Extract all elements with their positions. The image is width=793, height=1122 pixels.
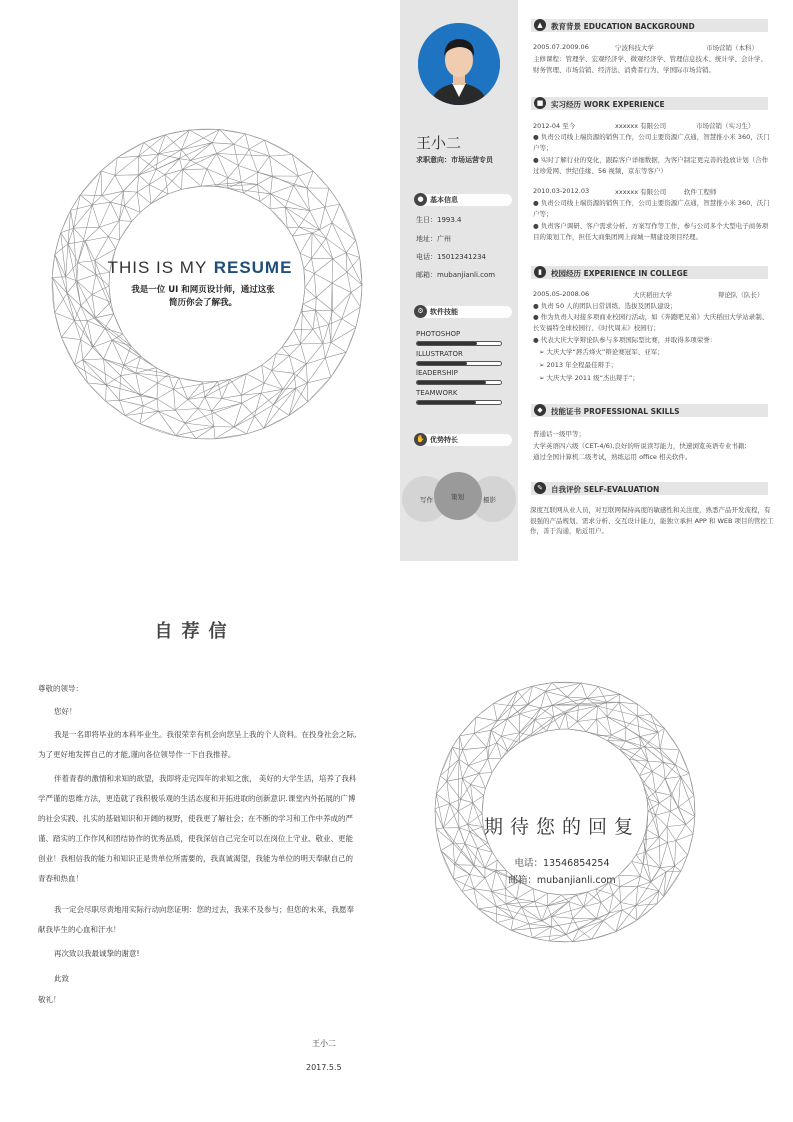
email-info: 邮箱：mubanjianli.com <box>416 271 496 279</box>
graduation-cap-icon: ▲ <box>534 19 546 31</box>
letter-signature-name: 王小二 <box>312 1039 336 1048</box>
college-bullet2: ● 作为负责人对接多项商业校园行活动，如《奔跑吧兄弟》大庆稻田大学站录制、长安福特全球校园行、《时代周末》校园行； <box>533 313 769 332</box>
letter-title: 自荐信 <box>154 621 236 642</box>
strength-planning: 策划 <box>451 493 464 501</box>
skill-bar-teamwork <box>416 400 502 405</box>
education-date: 2005.07.2009.06 <box>533 43 589 51</box>
education-heading <box>531 19 768 32</box>
letter-paragraph-2: 伴着青春的激情和求知的欲望，我即将走完四年的求知之旅， 美好的大学生活，培养了我科学严谨的思维方法，更造就了我积极乐观的生活态度和开拓进取的创新意识.课堂内外拓展的广博的社会实践、扎实的基础知识和开阔的视野，使我更了解社会；在不断的学习和工作中养成的严谨、踏实的工作作风和团结协作的优秀品质，使我深信自己完全可以在岗位上守业、敬业、更能创业！我相信我的能力和知识正是贵单位所需要的，我真诚渴望，我能为单位的明天奉献自己的青春和热血！ <box>38 774 357 883</box>
back-cover-phone: 电话：13546854254 <box>514 858 610 869</box>
portrait-icon <box>418 23 500 105</box>
briefcase-icon: ■ <box>534 97 546 109</box>
cover-subtitle-line2: 简历你会了解我。 <box>168 298 237 308</box>
self-eval-heading-label: 自我评价 SELF-EVALUATION <box>551 485 660 494</box>
college-org: 大庆稻田大学 <box>633 291 672 299</box>
college-sub2: ➢ 2013 年全程最佳辩手； <box>539 361 618 369</box>
skill-label-leadership: lEADERSHIP <box>416 369 458 377</box>
address-info: 地址：广州 <box>416 235 451 243</box>
cover-title: THIS IS MY RESUME <box>107 258 293 277</box>
skill-label-photoshop: PHOTOSHOP <box>416 330 461 338</box>
gear-icon: ⚙ <box>414 305 427 318</box>
work-heading-label: 实习经历 WORK EXPERIENCE <box>551 100 665 109</box>
skill-bar-photoshop <box>416 341 502 346</box>
job1-company: xxxxxx 有限公司 <box>615 122 667 130</box>
letter-signature-date: 2017.5.5 <box>306 1063 342 1072</box>
letter-paragraph-4: 再次致以我最诚挚的谢意! <box>54 949 140 958</box>
skills-cert-heading <box>531 404 768 417</box>
back-cover-email: 邮箱：mubanjianli.com <box>508 875 616 886</box>
college-role: 辩论队（队长） <box>718 291 764 299</box>
basic-info-label: 基本信息 <box>430 196 458 204</box>
self-eval-text: 深度互联网从业人员，对互联网保持高度的敏感性和关注度，熟悉产品开发流程，有很强的产品规划、需求分析、交互设计能力，能独立承担 APP 和 WEB 项目的管控工作，善于沟通，贴近用户。 <box>530 506 774 535</box>
college-heading-label: 校园经历 EXPERIENCE IN COLLEGE <box>551 269 688 278</box>
strength-writing: 写作 <box>420 496 433 504</box>
skill-bar-illustrator <box>416 361 502 366</box>
handshake-icon: ✋ <box>414 433 427 446</box>
job1-date: 2012-04 至今 <box>533 122 576 130</box>
certificate-icon: ◆ <box>534 404 546 416</box>
letter-paragraph-1: 我是一名即将毕业的本科毕业生。我很荣幸有机会向您呈上我的个人资料。在投身社会之际,为了更好地发挥自己的才能,谨向各位领导作一下自我推荐。 <box>38 730 357 759</box>
letter-closing-1: 此致 <box>54 974 69 983</box>
job-intent: 求职意向：市场运营专员 <box>416 156 493 164</box>
skills-cert-heading-label: 技能证书 PROFESSIONAL SKILLS <box>551 407 680 416</box>
job2-company: xxxxxx 有限公司 <box>615 188 667 196</box>
person-icon: ● <box>414 193 427 206</box>
self-eval-heading <box>531 482 768 495</box>
cover-subtitle-line1: 我是一位 UI 和网页设计师，通过这张 <box>131 285 275 295</box>
college-sub1: ➢ 大庆大学“唇舌烽火”辩论赛冠军、亚军； <box>539 348 664 356</box>
strengths-heading <box>414 434 512 446</box>
job1-title: 市场营销（实习生） <box>696 122 755 130</box>
college-bullet1: ● 负责 50 人的团队日常训练，选拔及团队建设； <box>533 302 677 310</box>
pencil-icon: ✎ <box>534 482 546 494</box>
skill-bar-leadership <box>416 380 502 385</box>
job2-date: 2010.03-2012.03 <box>533 187 590 195</box>
job2-title: 软件工程师 <box>684 188 717 196</box>
education-major: 市场营销（本科） <box>706 44 758 52</box>
college-sub3: ➢ 大庆大学 2011 级“杰出辩手”； <box>539 374 639 382</box>
college-date: 2005.05-2008.06 <box>533 290 590 298</box>
letter-closing-2: 敬礼！ <box>38 995 61 1004</box>
education-school: 宁波科技大学 <box>615 44 654 52</box>
cert-line1: 普通话一级甲等； <box>533 430 585 438</box>
education-courses: 主修课程：管理学、宏观经济学、微观经济学、管理信息技术、统计学、会计学、财务管理、市场营销、经济法、消费者行为、学国际市场营销。 <box>533 55 767 74</box>
work-heading <box>531 97 768 110</box>
letter-paragraph-3: 我一定会尽职尽责地用实际行动向您证明：您的过去，我来不及参与；但您的未来，我愿奉献我毕生的心血和汗水！ <box>38 905 354 934</box>
software-skills-heading <box>414 306 512 318</box>
education-heading-label: 教育背景 EDUCATION BACKGROUND <box>551 22 695 31</box>
bar-chart-icon: ▮ <box>534 266 546 278</box>
candidate-name: 王小二 <box>416 134 462 152</box>
job2-bullet2: ● 负责客户调研、客户需求分析、方案写作等工作，参与公司多个大型电子商务项目的策划工作，担任大商集团网上商城一期建设项目经理。 <box>533 222 769 241</box>
phone-info: 电话：15012341234 <box>416 253 486 261</box>
basic-info-heading <box>414 194 512 206</box>
thanks-title: 期待您的回复 <box>483 816 640 838</box>
avatar <box>418 23 500 105</box>
cover-subtitle <box>108 284 298 310</box>
job1-bullet1: ● 负责公司线上端资源的销售工作，公司主要资源广点通，智慧推小米 360，沃门户等； <box>533 133 770 152</box>
software-skills-label: 软件技能 <box>430 308 458 316</box>
cover-letter-page <box>0 561 793 1122</box>
job1-bullet2: ● 实时了解行业的变化，跟踪客户详细数据，为客户制定更完善的投放计划（合作过珍爱网、世纪佳缘、56 视频，京东等客户） <box>533 156 769 175</box>
skill-label-teamwork: TEAMWORK <box>416 389 458 397</box>
profile-sidebar <box>400 0 518 561</box>
college-heading <box>531 266 768 279</box>
cert-line3: 通过全国计算机二级考试，熟练运用 office 相关软件。 <box>533 453 692 461</box>
cert-line2: 大学英语四六级（CET-4/6),良好的听说读写能力，快速浏览英语专业书籍; <box>533 442 747 450</box>
birth-info: 生日：1993.4 <box>416 216 462 224</box>
letter-greeting: 尊敬的领导： <box>38 684 83 693</box>
strength-photography: 摄影 <box>483 496 496 504</box>
strengths-label: 优势特长 <box>430 436 458 444</box>
skill-label-illustrator: ILLUSTRATOR <box>416 350 463 358</box>
college-bullet3: ● 代表大庆大学辩论队参与多项国际型比赛，并取得多项荣誉： <box>533 336 717 344</box>
job2-bullet1: ● 负责公司线上端资源的销售工作，公司主要资源广点通，智慧推小米 360，沃门户等； <box>533 199 770 218</box>
letter-hello: 您好！ <box>54 707 77 716</box>
